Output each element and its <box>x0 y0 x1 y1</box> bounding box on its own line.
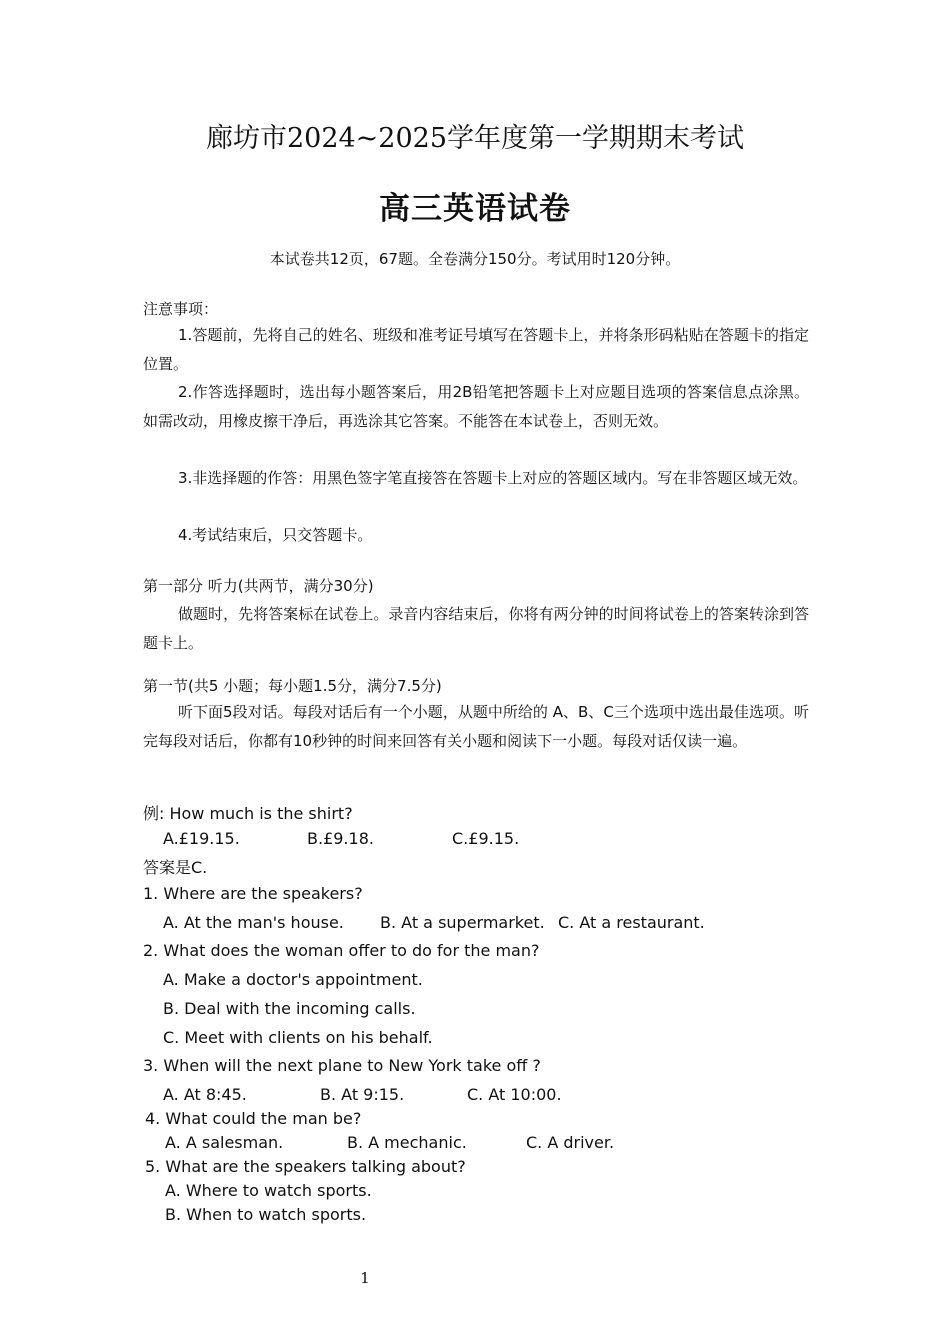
question-3-option-a: A. At 8:45. <box>163 1085 247 1104</box>
exam-title: 廊坊市2024~2025学年度第一学期期末考试 <box>205 123 745 154</box>
page-number: 1 <box>360 1269 370 1287</box>
section1-heading: 第一节(共5 小题；每小题1.5分，满分7.5分) <box>143 677 442 695</box>
question-1-option-b: B. At a supermarket. <box>380 913 545 932</box>
section1-instruction: 听下面5段对话。每段对话后有一个小题，从题中所给的 A、B、C三个选项中选出最佳选项。听完每段对话后，你都有10秒钟的时间来回答有关小题和阅读下一小题。每段对话仅读一遍。 <box>143 703 809 750</box>
question-5-stem: 5. What are the speakers talking about? <box>145 1157 466 1176</box>
part1-heading: 第一部分 听力(共两节，满分30分) <box>143 577 374 595</box>
example-answer: 答案是C. <box>143 858 208 877</box>
question-4-option-a: A. A salesman. <box>165 1133 284 1152</box>
question-4-stem: 4. What could the man be? <box>145 1109 362 1128</box>
question-3-option-c: C. At 10:00. <box>467 1085 562 1104</box>
question-2-option-c: C. Meet with clients on his behalf. <box>163 1028 433 1047</box>
exam-info: 本试卷共12页，67题。全卷满分150分。考试用时120分钟。 <box>269 250 681 268</box>
question-4-option-c: C. A driver. <box>526 1133 615 1152</box>
question-1-option-a: A. At the man's house. <box>163 913 344 932</box>
note-item-3: 3.非选择题的作答：用黑色签字笔直接答在答题卡上对应的答题区域内。写在非答题区域无效。 <box>178 469 808 487</box>
question-5-option-b: B. When to watch sports. <box>165 1205 367 1224</box>
question-2-option-b: B. Deal with the incoming calls. <box>163 999 416 1018</box>
question-1-option-c: C. At a restaurant. <box>558 913 705 932</box>
note-item-2: 2.作答选择题时，选出每小题答案后，用2B铅笔把答题卡上对应题目选项的答案信息点涂黑。如需改动，用橡皮擦干净后，再选涂其它答案。不能答在本试卷上，否则无效。 <box>143 383 809 430</box>
question-1-stem: 1. Where are the speakers? <box>143 884 363 903</box>
question-4-option-b: B. A mechanic. <box>347 1133 467 1152</box>
question-5-option-a: A. Where to watch sports. <box>165 1181 372 1200</box>
notes-heading: 注意事项： <box>143 300 219 318</box>
example-option-a: A.£19.15. <box>163 829 240 848</box>
question-3-stem: 3. When will the next plane to New York take off ? <box>143 1056 541 1075</box>
example-option-b: B.£9.18. <box>307 829 374 848</box>
question-2-option-a: A. Make a doctor's appointment. <box>163 970 423 989</box>
question-2-stem: 2. What does the woman offer to do for the man? <box>143 941 540 960</box>
example-question: 例: How much is the shirt? <box>143 804 353 823</box>
part1-instruction: 做题时，先将答案标在试卷上。录音内容结束后，你将有两分钟的时间将试卷上的答案转涂到答题卡上。 <box>143 605 809 652</box>
note-item-4: 4.考试结束后，只交答题卡。 <box>178 526 373 544</box>
example-option-c: C.£9.15. <box>452 829 520 848</box>
question-3-option-b: B. At 9:15. <box>320 1085 405 1104</box>
note-item-1: 1.答题前，先将自己的姓名、班级和准考证号填写在答题卡上，并将条形码粘贴在答题卡的指定位置。 <box>143 326 809 373</box>
exam-subtitle: 高三英语试卷 <box>379 191 571 227</box>
